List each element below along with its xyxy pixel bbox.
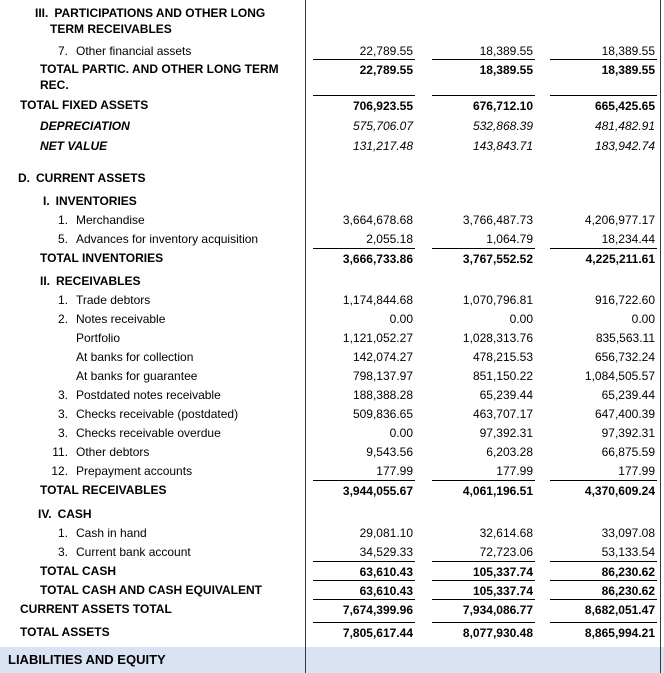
value-col2: 18,389.55 [432, 59, 535, 95]
value-col3 [535, 271, 657, 290]
table-row [0, 59, 664, 95]
section-label: CURRENT ASSETS [36, 171, 146, 185]
item-label: At banks for collection [76, 350, 194, 364]
spacer-row [0, 156, 664, 168]
liabilities-equity-section-header[interactable] [0, 647, 664, 673]
value-col1: 3,666,733.86 [313, 248, 415, 267]
row-label: TOTAL ASSETS [20, 625, 110, 639]
value-col2: 3,767,552.52 [432, 248, 535, 267]
value-col3: 656,732.24 [594, 350, 655, 364]
value-col3: 4,370,609.24 [550, 480, 657, 499]
table-row [0, 136, 664, 156]
value-col3: 18,389.55 [550, 59, 657, 95]
value-col1: 34,529.33 [359, 545, 413, 559]
row-label: TOTAL FIXED ASSETS [20, 98, 149, 112]
value-col2: 1,070,796.81 [462, 293, 533, 307]
item-label: Prepayment accounts [76, 464, 193, 478]
row-label [0, 366, 305, 385]
section-prefix: D. [18, 171, 30, 185]
value-col2: 97,392.31 [479, 426, 533, 440]
item-number: 1. [57, 526, 68, 540]
item-label: Merchandise [76, 213, 145, 227]
row-label: TOTAL CASH [40, 564, 117, 578]
value-col3: 18,234.44 [601, 232, 655, 246]
item-label: Other financial assets [76, 44, 192, 58]
value-col1: 188,388.28 [352, 388, 413, 402]
value-col3: 665,425.65 [550, 95, 657, 116]
row-label: TOTAL RECEIVABLES [40, 483, 167, 497]
value-col2 [415, 271, 535, 290]
value-col1: 7,805,617.44 [313, 622, 415, 642]
item-label: Advances for inventory acquisition [76, 232, 259, 246]
table-row [0, 191, 664, 210]
table-row [0, 561, 664, 580]
value-col2: 65,239.44 [479, 388, 533, 402]
section-label: INVENTORIES [55, 194, 137, 208]
value-col2 [415, 168, 535, 187]
value-col1: 0.00 [389, 312, 413, 326]
table-row [0, 504, 664, 523]
value-col3 [535, 504, 657, 523]
value-col1: 798,137.97 [352, 369, 413, 383]
item-label: Checks receivable (postdated) [76, 407, 239, 421]
value-col2: 8,077,930.48 [432, 622, 535, 642]
value-col2: 4,061,196.51 [432, 480, 535, 499]
item-label: At banks for guarantee [76, 369, 198, 383]
table-row [0, 309, 664, 328]
item-number [42, 330, 68, 347]
table-row [0, 347, 664, 366]
item-number: 11. [52, 445, 68, 459]
value-col1: 1,174,844.68 [342, 293, 413, 307]
value-col3: 183,942.74 [594, 139, 655, 153]
right-border-line [660, 0, 661, 673]
table-row [0, 542, 664, 561]
column-divider-line [305, 0, 306, 673]
table-row [0, 423, 664, 442]
item-number: 5. [57, 232, 68, 246]
value-col2: 7,934,086.77 [432, 599, 535, 618]
row-label [0, 328, 305, 347]
row-label: NET VALUE [40, 139, 108, 153]
table-row [0, 328, 664, 347]
value-col3: 86,230.62 [550, 580, 657, 599]
value-col2: 532,868.39 [472, 119, 533, 133]
value-col1: 131,217.48 [352, 139, 413, 153]
value-col2 [415, 191, 535, 210]
item-number: 3. [57, 426, 68, 440]
value-col2: 851,150.22 [472, 369, 533, 383]
value-col2: 177.99 [496, 464, 533, 478]
value-col2: 676,712.10 [432, 95, 535, 116]
value-col3: 53,133.54 [601, 545, 655, 559]
value-col3: 86,230.62 [550, 561, 657, 580]
value-col3: 4,206,977.17 [584, 213, 655, 227]
value-col1: 177.99 [376, 464, 413, 478]
value-col2: 1,064.79 [486, 232, 533, 246]
value-col1: 142,074.27 [352, 350, 413, 364]
value-col1: 63,610.43 [313, 561, 415, 580]
row-label [0, 461, 305, 480]
row-label: TOTAL CASH AND CASH EQUIVALENT [40, 583, 263, 597]
value-col3: 835,563.11 [595, 331, 655, 345]
value-col2: 463,707.17 [472, 407, 533, 421]
value-col2: 143,843.71 [472, 139, 533, 153]
row-label [0, 229, 305, 248]
table-row [0, 116, 664, 136]
table-row [0, 580, 664, 599]
row-label: TOTAL INVENTORIES [40, 251, 164, 265]
value-col3: 18,389.55 [601, 44, 655, 58]
value-col2: 105,337.74 [432, 561, 535, 580]
row-label [0, 385, 305, 404]
value-col1: 63,610.43 [313, 580, 415, 599]
value-col2: 3,766,487.73 [462, 213, 533, 227]
value-col2: 72,723.06 [479, 545, 533, 559]
section-label: CASH [57, 507, 92, 521]
row-label [0, 3, 305, 41]
value-col3 [535, 168, 657, 187]
section-prefix: I. [43, 194, 50, 208]
value-col1: 3,944,055.67 [313, 480, 415, 499]
item-number: 12. [51, 464, 68, 478]
item-number [42, 368, 68, 385]
row-label [0, 404, 305, 423]
value-col3: 33,097.08 [601, 526, 655, 540]
item-number: 3. [57, 388, 68, 402]
value-col2: 0.00 [509, 312, 533, 326]
value-col1: 0.00 [389, 426, 413, 440]
value-col1: 3,664,678.68 [342, 213, 413, 227]
row-label: CURRENT ASSETS TOTAL [20, 602, 172, 616]
value-col1 [305, 504, 415, 523]
item-label: Notes receivable [76, 312, 166, 326]
value-col2 [415, 3, 535, 41]
section-label: PARTICIPATIONS AND OTHER LONG TERM RECEIVABLES [50, 6, 266, 36]
value-col1 [305, 168, 415, 187]
value-col1: 22,789.55 [359, 44, 413, 58]
value-col1: 2,055.18 [366, 232, 413, 246]
row-label [0, 523, 305, 542]
value-col3: 177.99 [618, 464, 655, 478]
item-number: 1. [57, 293, 68, 307]
value-col3: 916,722.60 [594, 293, 655, 307]
item-label: Current bank account [76, 545, 191, 559]
item-label: Trade debtors [76, 293, 151, 307]
value-col1: 29,081.10 [359, 526, 413, 540]
row-label [0, 191, 305, 210]
row-label [0, 347, 305, 366]
table-row [0, 442, 664, 461]
table-row [0, 523, 664, 542]
value-col2: 32,614.68 [479, 526, 533, 540]
value-col3: 647,400.39 [594, 407, 655, 421]
value-col1: 9,543.56 [366, 445, 413, 459]
value-col2: 478,215.53 [472, 350, 533, 364]
item-number: 1. [57, 213, 68, 227]
value-col3: 0.00 [631, 312, 655, 326]
row-label [0, 290, 305, 309]
value-col3: 66,875.59 [601, 445, 655, 459]
row-label [0, 271, 305, 290]
table-row [0, 599, 664, 618]
value-col2: 1,028,313.76 [462, 331, 533, 345]
table-row [0, 248, 664, 267]
table-row [0, 210, 664, 229]
table-row [0, 95, 664, 116]
table-row [0, 385, 664, 404]
value-col1: 7,674,399.96 [313, 599, 415, 618]
row-label [0, 442, 305, 461]
item-number: 3. [57, 545, 68, 559]
table-row [0, 622, 664, 642]
item-number: 3. [57, 407, 68, 421]
row-label [0, 504, 305, 523]
value-col2: 105,337.74 [432, 580, 535, 599]
value-col3: 1,084,505.57 [584, 369, 655, 383]
table-row [0, 480, 664, 499]
row-label: DEPRECIATION [40, 119, 130, 133]
value-col2 [415, 504, 535, 523]
value-col1: 22,789.55 [313, 59, 415, 95]
value-col3: 481,482.91 [594, 119, 655, 133]
section-prefix: III. [35, 6, 49, 20]
value-col3: 97,392.31 [601, 426, 655, 440]
item-label: Portfolio [76, 331, 121, 345]
table-row [0, 271, 664, 290]
value-col1: 706,923.55 [313, 95, 415, 116]
table-row [0, 3, 664, 41]
item-label: Postdated notes receivable [76, 388, 221, 402]
table-row [0, 404, 664, 423]
row-label: TOTAL PARTIC. AND OTHER LONG TERM REC. [40, 62, 279, 92]
item-number: 2. [57, 312, 68, 326]
row-label [0, 168, 305, 187]
value-col3: 8,682,051.47 [550, 599, 657, 618]
value-col1: 1,121,052.27 [342, 331, 413, 345]
row-label [0, 210, 305, 229]
liabilities-equity-label: LIABILITIES AND EQUITY [8, 652, 166, 667]
row-label [0, 423, 305, 442]
value-col3 [535, 3, 657, 41]
row-label [0, 41, 305, 59]
table-row [0, 461, 664, 480]
table-row [0, 41, 664, 59]
item-label: Checks receivable overdue [76, 426, 221, 440]
value-col3: 8,865,994.21 [550, 622, 657, 642]
value-col1: 509,836.65 [352, 407, 413, 421]
value-col2: 6,203.28 [486, 445, 533, 459]
table-row [0, 366, 664, 385]
section-label: RECEIVABLES [56, 274, 141, 288]
row-label [0, 309, 305, 328]
item-number [42, 349, 68, 366]
value-col1: 575,706.07 [352, 119, 413, 133]
value-col2: 18,389.55 [479, 44, 533, 58]
value-col1 [305, 271, 415, 290]
item-label: Cash in hand [76, 526, 147, 540]
value-col1 [305, 191, 415, 210]
value-col3: 65,239.44 [601, 388, 655, 402]
section-prefix: II. [40, 274, 51, 288]
table-row [0, 229, 664, 248]
item-number: 7. [57, 44, 68, 58]
section-prefix: IV. [38, 507, 52, 521]
value-col1 [305, 3, 415, 41]
row-label [0, 542, 305, 561]
value-col3 [535, 191, 657, 210]
item-label: Other debtors [76, 445, 150, 459]
table-row [0, 290, 664, 309]
table-row [0, 168, 664, 187]
value-col3: 4,225,211.61 [550, 248, 657, 267]
